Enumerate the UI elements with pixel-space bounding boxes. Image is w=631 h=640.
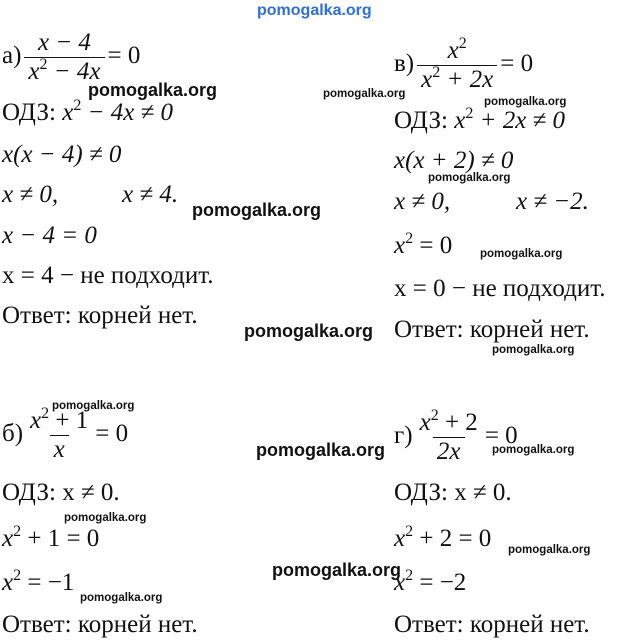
problem-g-line4 [394, 568, 466, 598]
problem-g-line3-rest: + 2 = 0 [413, 525, 492, 552]
problem-a-line5: x − 4 = 0 [2, 222, 97, 249]
watermark-14: pomogalka.org [272, 560, 402, 580]
problem-a-odz-prefix: ОДЗ: [2, 99, 56, 126]
problem-v-odz-base: x [454, 107, 466, 134]
problem-a-eq-rest: = 0 [107, 42, 141, 70]
problem-a-line3: x(x − 4) ≠ 0 [2, 141, 122, 168]
problem-g-fraction [416, 407, 482, 465]
watermark-9: pomogalka.org [52, 400, 135, 412]
problem-v-answer: Ответ: корней нет. [394, 316, 590, 343]
problem-g-equation [394, 407, 518, 465]
problem-b-num-exp: 2 [41, 405, 50, 422]
problem-v-den-base: x [421, 66, 433, 93]
problem-b-line3-rest: + 1 = 0 [21, 525, 100, 552]
problem-a-label: а) [2, 42, 22, 70]
problem-b-line4-exp: 2 [13, 567, 22, 584]
problem-a-line6: x = 4 − не подходит. [2, 262, 214, 289]
problem-a-den-exp: 2 [39, 56, 48, 73]
problem-b-fraction [26, 405, 92, 463]
watermark-2: pomogalka.org [323, 88, 406, 100]
watermark-13: pomogalka.org [508, 544, 591, 556]
problem-g-num-base: x [419, 409, 431, 436]
watermark-10: pomogalka.org [256, 440, 386, 460]
problem-a-odz-exp: 2 [73, 97, 82, 114]
problem-v-numerator [444, 35, 471, 65]
problem-v-fraction [417, 35, 497, 93]
problem-a-fraction [24, 30, 104, 85]
problem-a-numerator: x − 4 [37, 29, 91, 56]
watermark-15: pomogalka.org [80, 592, 163, 604]
problem-g-answer: Ответ: корней нет. [394, 611, 590, 638]
problem-b-line3 [2, 524, 99, 554]
problem-g-eq-rest: = 0 [484, 422, 518, 450]
problem-g-label: г) [394, 422, 413, 450]
problem-b-eq-rest: = 0 [95, 420, 129, 448]
problem-a-den-base: x [28, 58, 40, 85]
problem-b-line4-rest: = −1 [21, 569, 75, 596]
problem-v-num-base: x [447, 37, 459, 64]
problem-v-odz-prefix: ОДЗ: [394, 107, 448, 134]
problem-a-den-rest: − 4x [47, 58, 101, 85]
watermark-8: pomogalka.org [492, 344, 575, 356]
problem-v-line5 [394, 231, 452, 261]
problem-v-line4b: x ≠ −2. [516, 188, 589, 215]
problem-v-eq-rest: = 0 [500, 50, 534, 78]
problem-g-odz: ОДЗ: x ≠ 0. [394, 479, 512, 506]
problem-a-odz [2, 98, 173, 128]
problem-b-num-base: x [30, 407, 42, 434]
problem-v-odz [394, 106, 565, 136]
problem-b-line4-base: x [2, 569, 14, 596]
problem-a-odz-rest: − 4x ≠ 0 [81, 99, 174, 126]
problem-g-line4-rest: = −2 [413, 569, 467, 596]
problem-v-num-exp: 2 [458, 35, 467, 52]
problem-v-equation [394, 35, 534, 93]
problem-g-line3 [394, 524, 491, 554]
problem-b-num-rest: + 1 [49, 407, 89, 434]
problem-v-den-rest: + 2x [440, 66, 494, 93]
problem-g-num-rest: + 2 [438, 409, 478, 436]
problem-v-line6: x = 0 − не подходит. [394, 275, 606, 302]
problem-g-line4-exp: 2 [405, 567, 414, 584]
watermark-12: pomogalka.org [64, 512, 147, 524]
problem-v-line4a: x ≠ 0, [394, 188, 451, 215]
problem-b-denominator: x [50, 435, 69, 463]
watermark-3: pomogalka.org [484, 96, 567, 108]
problem-v-line5-rest: = 0 [413, 232, 453, 259]
watermark-1: pomogalka.org [88, 80, 218, 100]
problem-v-line5-base: x [394, 232, 406, 259]
problem-a-equation [2, 30, 140, 85]
problem-g-line4-base: x [394, 569, 406, 596]
problem-b-answer: Ответ: корней нет. [2, 611, 198, 638]
problem-b-line3-base: x [2, 525, 14, 552]
problem-b-line4 [2, 568, 74, 598]
watermark-4: pomogalka.org [428, 172, 511, 184]
problem-v-odz-rest: + 2x ≠ 0 [473, 107, 566, 134]
problem-a-answer: Ответ: корней нет. [2, 302, 198, 329]
problem-g-numerator [416, 407, 482, 437]
problem-v-label: в) [394, 50, 415, 78]
problem-v-odz-exp: 2 [465, 105, 474, 122]
problem-v-line3: x(x + 2) ≠ 0 [394, 147, 514, 174]
watermark-7: pomogalka.org [244, 321, 374, 341]
problem-b-numerator [26, 405, 92, 435]
problem-g-num-exp: 2 [430, 407, 439, 424]
problem-g-line3-exp: 2 [405, 523, 414, 540]
problem-b-line3-exp: 2 [13, 523, 22, 540]
problem-v-denominator [417, 65, 497, 93]
watermark-5: pomogalka.org [192, 200, 322, 220]
problem-g-line3-base: x [394, 525, 406, 552]
problem-a-odz-base: x [62, 99, 74, 126]
problem-g-denominator: 2x [433, 437, 465, 465]
problem-v-den-exp: 2 [432, 64, 441, 81]
watermark-6: pomogalka.org [480, 248, 563, 260]
problem-a-line4b: x ≠ 4. [122, 181, 179, 208]
top-watermark[interactable]: pomogalka.org [257, 2, 372, 19]
problem-b-odz: ОДЗ: x ≠ 0. [2, 479, 120, 506]
problem-b-label: б) [2, 420, 24, 448]
watermark-11: pomogalka.org [492, 444, 575, 456]
problem-a-line4a: x ≠ 0, [2, 181, 59, 208]
problem-v-line5-exp: 2 [405, 230, 414, 247]
